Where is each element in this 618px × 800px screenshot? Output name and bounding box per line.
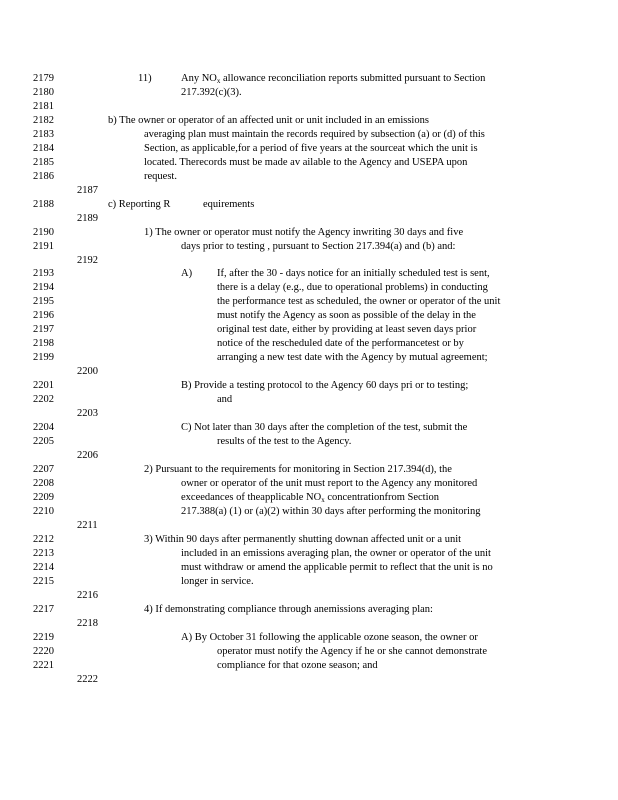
line-text: located. Therecords must be made av ailable to the Agency and USEPA upon <box>144 157 468 168</box>
line-text: must withdraw or amend the applicable permit to reflect that the unit is no <box>181 562 493 573</box>
line-text <box>181 492 439 506</box>
line-number: 2222 <box>77 674 98 685</box>
line-number: 2218 <box>77 618 98 629</box>
line-number: 2183 <box>33 129 54 140</box>
line-number: 2191 <box>33 241 54 252</box>
line-number: 2187 <box>77 185 98 196</box>
line-number: 2216 <box>77 590 98 601</box>
line-text: notice of the rescheduled date of the performancetest or by <box>217 338 464 349</box>
line-number: 2202 <box>33 394 54 405</box>
line-number: 2198 <box>33 338 54 349</box>
line-text: there is a delay (e.g., due to operational problems) in conducting <box>217 282 488 293</box>
line-number: 2194 <box>33 282 54 293</box>
line-number: 2205 <box>33 436 54 447</box>
line-text: b) The owner or operator of an affected unit or unit included in an emissions <box>108 115 429 126</box>
line-text: A) By October 31 following the applicable ozone season, the owner or <box>181 632 478 643</box>
line-number: 2201 <box>33 380 54 391</box>
line-text: 3) Within 90 days after permanently shutting downan affected unit or a unit <box>144 534 462 545</box>
line-text: operator must notify the Agency if he or she cannot demonstrate <box>217 646 488 657</box>
line-text: the performance test as scheduled, the owner or operator of the unit <box>217 296 501 307</box>
line-number: 2210 <box>33 506 54 517</box>
item-label: A) <box>181 268 193 279</box>
line-text: and <box>217 394 233 405</box>
line-number: 2219 <box>33 632 54 643</box>
line-number: 2185 <box>33 157 54 168</box>
line-number: 2217 <box>33 604 54 615</box>
subscript: x <box>321 496 325 504</box>
line-number: 2190 <box>33 227 54 238</box>
line-number: 2214 <box>33 562 54 573</box>
line-text-part: concentrationfrom Section <box>327 492 440 503</box>
line-text-part: exceedances of theapplicable NO <box>181 492 322 503</box>
line-number: 2181 <box>33 101 54 112</box>
line-number: 2195 <box>33 296 54 307</box>
line-number: 2203 <box>77 408 98 419</box>
line-number: 2189 <box>77 213 98 224</box>
line-number: 2182 <box>33 115 54 126</box>
line-number: 2179 <box>33 73 54 84</box>
line-text: original test date, either by providing at least seven days prior <box>217 324 477 335</box>
line-number: 2213 <box>33 548 54 559</box>
line-number: 2212 <box>33 534 54 545</box>
line-number: 2192 <box>77 255 98 266</box>
line-text: days prior to testing , pursuant to Section 217.394(a) and (b) and: <box>181 241 456 252</box>
line-text: 1) The owner or operator must notify the Agency inwriting 30 days and five <box>144 227 464 238</box>
line-text: results of the test to the Agency. <box>217 436 352 447</box>
section-heading-cont: equirements <box>203 199 255 210</box>
line-text: owner or operator of the unit must report to the Agency any monitored <box>181 478 478 489</box>
line-number: 2197 <box>33 324 54 335</box>
line-text: 2) Pursuant to the requirements for monitoring in Section 217.394(d), the <box>144 464 452 475</box>
line-text: If, after the 30 - days notice for an initially scheduled test is sent, <box>217 268 490 279</box>
line-text: Section, as applicable,for a period of five years at the sourceat which the unit is <box>144 143 478 154</box>
line-number: 2211 <box>77 520 98 531</box>
line-text: included in an emissions averaging plan, the owner or operator of the unit <box>181 548 491 559</box>
line-text: C) Not later than 30 days after the completion of the test, submit the <box>181 422 468 433</box>
line-number: 2209 <box>33 492 54 503</box>
line-text: 4) If demonstrating compliance through anemissions averaging plan: <box>144 604 433 615</box>
item-label: 11) <box>138 73 152 84</box>
line-number: 2220 <box>33 646 54 657</box>
line-text: averaging plan must maintain the records required by subsection (a) or (d) of this <box>144 129 485 140</box>
line-text: request. <box>144 171 177 182</box>
line-number: 2184 <box>33 143 54 154</box>
line-text: arranging a new test date with the Agency by mutual agreement; <box>217 352 488 363</box>
line-number: 2199 <box>33 352 54 363</box>
line-number: 2196 <box>33 310 54 321</box>
line-number: 2188 <box>33 199 54 210</box>
line-number: 2200 <box>77 366 98 377</box>
line-number: 2207 <box>33 464 54 475</box>
line-number: 2221 <box>33 660 54 671</box>
line-number: 2186 <box>33 171 54 182</box>
line-number: 2204 <box>33 422 54 433</box>
line-text: 217.392(c)(3). <box>181 87 242 98</box>
line-text: compliance for that ozone season; and <box>217 660 378 671</box>
line-number: 2180 <box>33 87 54 98</box>
line-number: 2215 <box>33 576 54 587</box>
line-text: B) Provide a testing protocol to the Agency 60 days pri or to testing; <box>181 380 469 391</box>
section-heading: c) Reporting R <box>108 199 171 210</box>
line-text: Any $NO_x$ allowance reconciliation reports submitted pursuant to Section <box>181 73 486 85</box>
line-number: 2193 <box>33 268 54 279</box>
line-text: 217.388(a) (1) or (a)(2) within 30 days after performing the monitoring <box>181 506 481 517</box>
line-text: longer in service. <box>181 576 254 587</box>
line-text: must notify the Agency as soon as possible of the delay in the <box>217 310 476 321</box>
line-number: 2208 <box>33 478 54 489</box>
line-number: 2206 <box>77 450 98 461</box>
